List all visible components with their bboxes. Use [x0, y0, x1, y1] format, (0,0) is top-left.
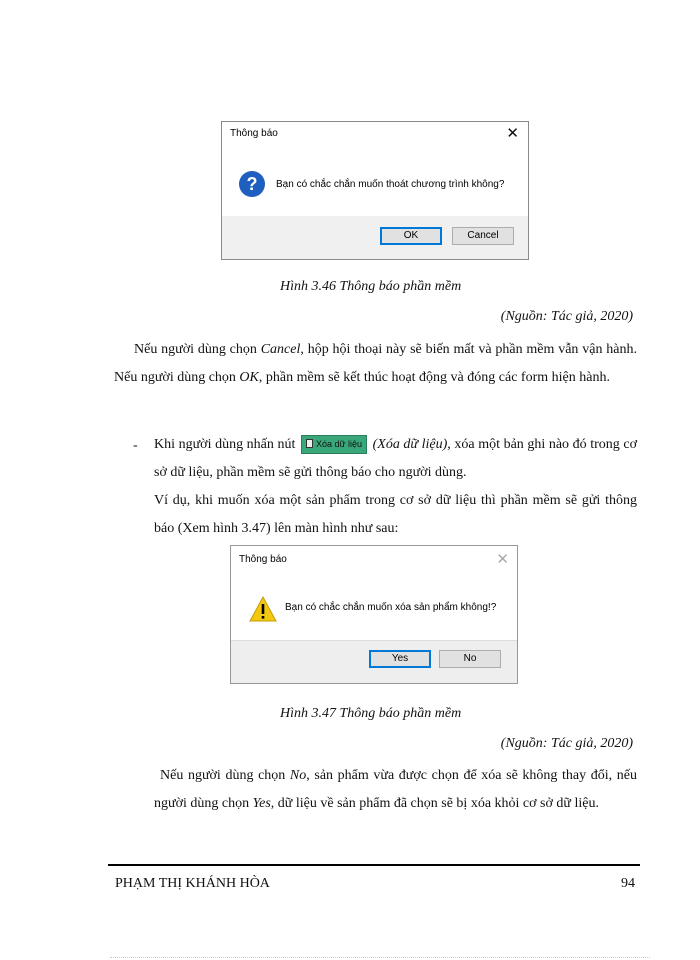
ok-button[interactable]: OK — [380, 227, 442, 245]
bullet-delete-description: Khi người dùng nhấn nút Xóa dữ liệu (Xóa dữ liệu), xóa một bản ghi nào đó trong cơ sở dữ liệu, phần mềm sẽ gửi thông báo cho người dùng. — [154, 437, 638, 480]
dialog-message: Bạn có chắc chắn muốn thoát chương trình không? — [276, 179, 505, 190]
exit-confirm-dialog — [221, 121, 529, 260]
figure-source: (Nguồn: Tác giả, 2020) — [500, 309, 633, 324]
figure-caption: Hình 3.46 Thông báo phần mềm — [280, 279, 462, 294]
close-icon[interactable]: ✕ — [506, 125, 519, 142]
yes-button[interactable]: Yes — [369, 650, 431, 668]
warning-icon — [249, 596, 277, 622]
dialog-title: Thông báo — [230, 128, 278, 139]
dialog-title: Thông báo — [239, 554, 287, 565]
figure-source: (Nguồn: Tác giả, 2020) — [500, 736, 633, 751]
cancel-button[interactable]: Cancel — [452, 227, 514, 245]
dialog-footer — [222, 216, 528, 259]
question-icon — [238, 170, 266, 198]
footer-author: PHẠM THỊ KHÁNH HÒA — [115, 876, 270, 891]
figure-caption: Hình 3.47 Thông báo phần mềm — [280, 706, 462, 721]
bullet-example: Ví dụ, khi muốn xóa một sản phẩm trong cơ sở dữ liệu thì phần mềm sẽ gửi thông báo (Xem hình 3.47) lên màn hình như sau: — [154, 493, 637, 536]
dialog-message: Bạn có chắc chắn muốn xóa sản phẩm không!? — [285, 602, 497, 613]
footer-divider — [108, 864, 640, 866]
page-number: 94 — [621, 876, 635, 891]
paragraph-cancel-ok: Nếu người dùng chọn Cancel, hộp hội thoại này sẽ biến mất và phần mềm vẫn vận hành. Nếu người dùng chọn OK, phần mềm sẽ kết thúc hoạt động và đóng các form hiện hành. — [114, 342, 637, 385]
svg-text:?: ? — [246, 174, 258, 194]
dialog-footer — [231, 640, 517, 683]
delete-data-button: Xóa dữ liệu — [301, 435, 367, 454]
bullet-dash: - — [133, 438, 138, 453]
trash-icon — [306, 439, 313, 448]
paragraph-no-yes: Nếu người dùng chọn No, sản phẩm vừa được chọn để xóa sẽ không thay đổi, nếu người dùng chọn Yes, dữ liệu về sản phẩm đã chọn sẽ bị xóa khỏi cơ sở dữ liệu. — [154, 768, 637, 811]
no-button[interactable]: No — [439, 650, 501, 668]
delete-confirm-dialog — [230, 545, 518, 684]
close-icon[interactable]: ✕ — [496, 551, 509, 568]
page-edge — [110, 957, 650, 958]
